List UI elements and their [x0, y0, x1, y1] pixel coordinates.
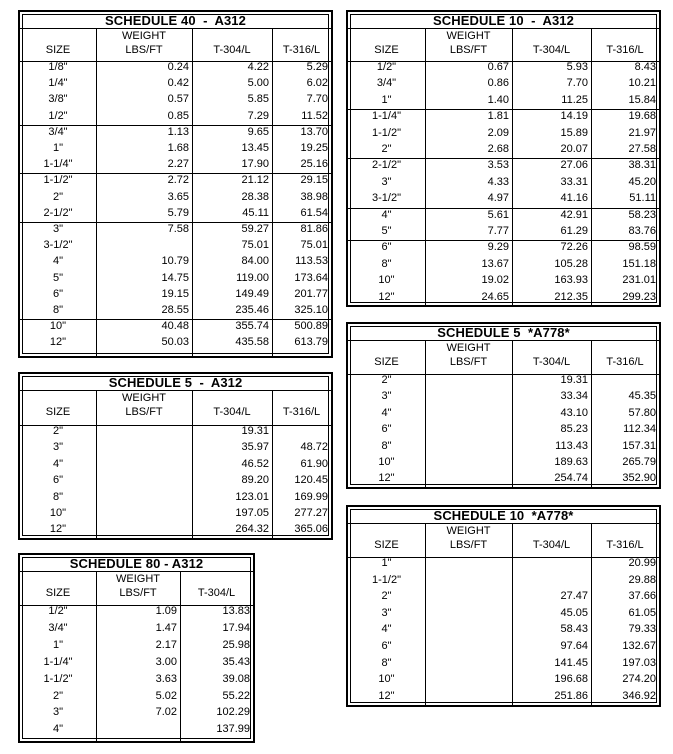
weight-cell: 0.85 [167, 109, 189, 122]
weight-cell: 3.63 [155, 672, 177, 685]
header-weight: WEIGHT [446, 342, 491, 354]
t304-cell: 35.43 [222, 655, 250, 668]
t304-cell: 355.74 [235, 320, 269, 333]
weight-cell: 2.27 [167, 158, 189, 171]
table-title: SCHEDULE 40 - A312 [105, 13, 246, 28]
header-weight: WEIGHT [446, 30, 491, 42]
weight-cell: 10.79 [161, 255, 189, 268]
t304-cell: 42.91 [560, 208, 588, 221]
size-cell: 4" [381, 208, 392, 221]
header-t-304: T-304/L [532, 539, 571, 551]
t304-cell: 41.16 [560, 192, 588, 205]
t316-cell: 81.86 [300, 223, 328, 235]
size-cell: 6" [381, 241, 392, 254]
t316-cell: 265.79 [622, 456, 656, 468]
size-cell: 8" [52, 304, 64, 316]
weight-cell: 28.55 [161, 304, 189, 316]
t304-cell: 84.00 [241, 255, 269, 268]
size-cell: 2" [52, 190, 64, 203]
t316-cell: 231.01 [622, 274, 656, 287]
t316-cell: 157.31 [622, 439, 656, 452]
t304-cell: 72.26 [560, 241, 588, 254]
t316-cell: 151.18 [622, 257, 656, 270]
t304-cell: 43.10 [560, 406, 588, 419]
weight-cell: 7.02 [155, 706, 177, 719]
group-divider [20, 173, 331, 174]
t304-cell: 251.86 [554, 689, 588, 702]
header-size: SIZE [374, 44, 399, 56]
header-lbs-ft: LBS/FT [449, 539, 488, 551]
size-cell: 3/4" [48, 621, 68, 634]
weight-cell: 5.02 [155, 689, 177, 702]
t304-cell: 435.58 [235, 336, 269, 349]
header-t-304: T-304/L [197, 587, 236, 599]
weight-cell: 3.53 [487, 159, 509, 172]
weight-cell: 7.58 [167, 223, 189, 235]
t316-cell: 98.59 [628, 241, 656, 254]
size-cell: 3" [52, 223, 64, 235]
t316-cell: 113.53 [295, 255, 328, 268]
size-cell: 1" [381, 557, 392, 569]
t316-cell: 20.99 [628, 557, 656, 569]
t316-cell: 365.06 [294, 523, 328, 536]
header-t-316: T-316/L [282, 44, 321, 56]
t316-cell: 29.15 [300, 174, 328, 187]
t316-cell: 5.29 [306, 61, 328, 73]
t304-cell: 27.06 [560, 159, 588, 172]
weight-cell: 2.72 [167, 174, 189, 187]
schedule-40-a312-table [18, 10, 333, 358]
size-cell: 3" [381, 390, 392, 403]
t304-cell: 189.63 [554, 456, 588, 468]
size-cell: 6" [52, 474, 64, 487]
header-weight: WEIGHT [116, 573, 160, 585]
header-size: SIZE [374, 539, 399, 551]
title-divider [20, 571, 253, 572]
t304-cell: 163.93 [554, 274, 588, 287]
t316-cell: 299.23 [622, 290, 656, 303]
size-cell: 8" [381, 257, 392, 270]
group-divider [20, 319, 331, 320]
weight-cell: 13.67 [481, 257, 509, 270]
t316-cell: 83.76 [628, 225, 656, 237]
size-cell: 10" [378, 673, 395, 686]
header-size: SIZE [45, 587, 71, 599]
t304-cell: 105.28 [554, 257, 588, 270]
group-divider [20, 125, 331, 126]
t316-cell: 37.66 [628, 590, 656, 603]
size-cell: 12" [378, 689, 395, 702]
size-cell: 6" [381, 640, 392, 652]
t304-cell: 5.85 [247, 93, 269, 106]
t316-cell: 61.54 [300, 206, 328, 219]
t316-cell: 274.20 [622, 673, 656, 686]
size-cell: 10" [378, 274, 395, 287]
t316-cell: 7.70 [306, 93, 328, 106]
header-weight: WEIGHT [122, 392, 166, 404]
t316-cell: 500.89 [294, 320, 328, 333]
t316-cell: 352.90 [622, 472, 656, 485]
size-cell: 4" [52, 255, 64, 268]
header-lbs-ft: LBS/FT [125, 44, 163, 56]
header-t-304: T-304/L [213, 44, 251, 56]
t316-cell: 75.01 [300, 239, 328, 252]
t304-cell: 9.65 [247, 125, 269, 138]
t316-cell: 57.80 [628, 406, 656, 419]
schedule-5-a312-table [18, 372, 333, 540]
t316-cell: 201.77 [294, 287, 328, 300]
t316-cell: 346.92 [622, 689, 656, 702]
size-cell: 3" [381, 606, 392, 619]
size-cell: 3" [381, 175, 392, 188]
size-cell: 10" [49, 320, 67, 333]
t316-cell: 27.58 [628, 143, 656, 155]
t316-cell: 48.72 [300, 441, 328, 454]
weight-cell: 50.03 [161, 336, 189, 349]
table-title: SCHEDULE 5 - A312 [108, 375, 243, 390]
header-t-316: T-316/L [282, 406, 321, 418]
size-cell: 1-1/2" [43, 672, 73, 685]
weight-cell: 0.24 [167, 61, 189, 73]
t316-cell: 120.45 [294, 474, 328, 487]
size-cell: 1/4" [48, 77, 68, 90]
weight-cell: 4.97 [487, 192, 509, 205]
size-cell: 4" [381, 623, 392, 636]
weight-cell: 24.65 [481, 290, 509, 303]
size-cell: 2" [381, 374, 392, 386]
size-cell: 3-1/2" [43, 239, 73, 252]
weight-cell: 0.42 [167, 77, 189, 90]
size-cell: 3/4" [48, 125, 68, 138]
t304-cell: 7.70 [566, 77, 588, 90]
size-cell: 10" [49, 507, 67, 519]
header-t-304: T-304/L [532, 44, 571, 56]
weight-cell: 2.09 [487, 126, 509, 139]
size-cell: 1/2" [376, 61, 397, 73]
weight-cell: 19.02 [481, 274, 509, 287]
size-cell: 8" [52, 490, 64, 503]
size-cell: 3/8" [48, 93, 68, 106]
header-t-316: T-316/L [606, 356, 644, 368]
size-cell: 12" [49, 523, 67, 536]
group-divider [348, 240, 659, 241]
table-title: SCHEDULE 10 - A312 [433, 13, 574, 28]
schedule-10-a778-table [346, 505, 661, 707]
size-cell: 4" [52, 457, 64, 470]
weight-cell: 0.57 [167, 93, 189, 106]
t304-cell: 75.01 [241, 239, 269, 252]
size-cell: 2" [52, 689, 64, 702]
t316-cell: 325.10 [294, 304, 328, 316]
t304-cell: 35.97 [241, 441, 269, 454]
t316-cell: 613.79 [294, 336, 328, 349]
weight-cell: 1.47 [155, 621, 177, 634]
size-cell: 3-1/2" [372, 192, 401, 205]
size-cell: 5" [52, 271, 64, 284]
header-t-304: T-304/L [532, 356, 571, 368]
size-cell: 12" [49, 336, 67, 349]
t316-cell: 21.97 [628, 126, 656, 139]
t304-cell: 45.11 [242, 206, 269, 219]
size-cell: 2" [381, 590, 392, 603]
size-cell: 6" [381, 423, 392, 436]
group-divider [20, 222, 331, 223]
t304-cell: 45.05 [560, 606, 588, 619]
size-cell: 1/2" [48, 109, 68, 122]
weight-cell: 3.00 [155, 655, 177, 668]
t304-cell: 28.38 [241, 190, 269, 203]
t304-cell: 4.22 [247, 61, 269, 73]
t304-cell: 113.43 [555, 439, 588, 452]
header-t-316: T-316/L [606, 539, 644, 551]
group-divider [348, 158, 659, 159]
title-divider [348, 523, 659, 524]
t316-cell: 13.70 [300, 125, 328, 138]
t304-cell: 21.12 [241, 174, 269, 187]
title-divider [348, 340, 659, 341]
size-cell: 1-1/4" [372, 110, 401, 123]
weight-cell: 5.79 [167, 206, 189, 219]
t316-cell: 277.27 [294, 507, 328, 519]
t304-cell: 212.35 [554, 290, 588, 303]
t304-cell: 13.83 [222, 605, 250, 617]
weight-cell: 3.65 [167, 190, 189, 203]
table-title: SCHEDULE 80 - A312 [69, 556, 204, 571]
t304-cell: 39.08 [222, 672, 250, 685]
weight-cell: 0.67 [487, 61, 509, 73]
t304-cell: 97.64 [560, 640, 588, 652]
t304-cell: 137.99 [216, 723, 250, 736]
size-cell: 2" [52, 425, 64, 437]
t316-cell: 45.35 [628, 390, 656, 403]
t316-cell: 15.84 [628, 93, 656, 106]
header-weight: WEIGHT [446, 525, 491, 537]
t304-cell: 58.43 [560, 623, 588, 636]
header-lbs-ft: LBS/FT [449, 356, 488, 368]
t304-cell: 27.47 [560, 590, 588, 603]
t304-cell: 123.01 [235, 490, 269, 503]
t304-cell: 102.29 [216, 706, 250, 719]
t304-cell: 25.98 [222, 638, 250, 651]
t316-cell: 51.11 [629, 192, 656, 205]
t304-cell: 141.45 [554, 656, 588, 669]
weight-cell: 7.77 [487, 225, 509, 237]
t304-cell: 89.20 [241, 474, 269, 487]
t304-cell: 11.25 [561, 93, 588, 106]
size-cell: 8" [381, 439, 392, 452]
t304-cell: 235.46 [235, 304, 269, 316]
t304-cell: 17.94 [222, 621, 250, 634]
t316-cell: 58.23 [628, 208, 656, 221]
t316-cell: 6.02 [306, 77, 328, 90]
t316-cell: 79.33 [628, 623, 656, 636]
size-cell: 2-1/2" [372, 159, 401, 172]
t304-cell: 196.68 [554, 673, 588, 686]
t316-cell: 61.05 [628, 606, 656, 619]
size-cell: 3" [52, 441, 64, 454]
table-title: SCHEDULE 10 *A778* [433, 508, 574, 523]
t304-cell: 20.07 [560, 143, 588, 155]
t304-cell: 119.00 [236, 271, 269, 284]
size-cell: 1/8" [48, 61, 68, 73]
t304-cell: 149.49 [235, 287, 269, 300]
weight-cell: 2.17 [155, 638, 177, 651]
weight-cell: 1.09 [155, 605, 177, 617]
header-size: SIZE [374, 356, 399, 368]
t304-cell: 5.00 [247, 77, 269, 90]
t304-cell: 59.27 [241, 223, 269, 235]
t304-cell: 13.45 [241, 142, 269, 154]
size-cell: 4" [52, 723, 64, 736]
weight-cell: 0.86 [487, 77, 509, 90]
size-cell: 4" [381, 406, 392, 419]
size-cell: 5" [381, 225, 392, 237]
t316-cell: 38.98 [300, 190, 328, 203]
size-cell: 3" [52, 706, 64, 719]
t316-cell: 19.68 [628, 110, 656, 123]
t304-cell: 17.90 [241, 158, 269, 171]
header-size: SIZE [45, 44, 71, 56]
size-cell: 1/2" [48, 605, 68, 617]
size-cell: 1" [52, 142, 64, 154]
table-title: SCHEDULE 5 *A778* [437, 325, 570, 340]
size-cell: 10" [378, 456, 395, 468]
header-lbs-ft: LBS/FT [449, 44, 488, 56]
weight-cell: 4.33 [487, 175, 509, 188]
size-cell: 6" [52, 287, 64, 300]
t316-cell: 197.03 [622, 656, 656, 669]
size-cell: 1-1/4" [43, 655, 73, 668]
weight-cell: 1.40 [487, 93, 509, 106]
size-cell: 12" [378, 290, 395, 303]
t304-cell: 55.22 [222, 689, 250, 702]
size-cell: 2" [381, 143, 392, 155]
schedule-5-a778-table [346, 322, 661, 489]
schedule-10-a312-table [346, 10, 661, 307]
t304-cell: 19.31 [241, 425, 269, 437]
t304-cell: 19.31 [560, 374, 588, 386]
t316-cell: 38.31 [628, 159, 656, 172]
t304-cell: 85.23 [560, 423, 588, 436]
weight-cell: 1.81 [487, 110, 509, 123]
t316-cell: 173.64 [294, 271, 328, 284]
size-cell: 1" [381, 93, 392, 106]
t316-cell: 29.88 [628, 573, 656, 586]
t316-cell: 25.16 [300, 158, 328, 171]
header-lbs-ft: LBS/FT [125, 406, 163, 418]
t304-cell: 33.34 [560, 390, 588, 403]
t316-cell: 61.90 [300, 457, 328, 470]
t316-cell: 132.67 [622, 640, 656, 652]
t316-cell: 11.52 [301, 109, 328, 122]
t316-cell: 8.43 [634, 61, 656, 73]
group-divider [348, 109, 659, 110]
t304-cell: 264.32 [235, 523, 269, 536]
t304-cell: 14.19 [560, 110, 588, 123]
t304-cell: 7.29 [247, 109, 269, 122]
t304-cell: 61.29 [560, 225, 588, 237]
size-cell: 1-1/4" [43, 158, 73, 171]
t304-cell: 46.52 [241, 457, 269, 470]
weight-cell: 9.29 [487, 241, 509, 254]
title-divider [348, 28, 659, 29]
size-cell: 1-1/2" [372, 126, 401, 139]
header-lbs-ft: LBS/FT [119, 587, 157, 599]
t304-cell: 5.93 [566, 61, 588, 73]
header-t-304: T-304/L [213, 406, 251, 418]
header-size: SIZE [45, 406, 71, 418]
header-t-316: T-316/L [606, 44, 644, 56]
t316-cell: 45.20 [628, 175, 656, 188]
t304-cell: 15.89 [560, 126, 588, 139]
size-cell: 2-1/2" [43, 206, 73, 219]
t316-cell: 112.34 [623, 423, 656, 436]
size-cell: 1" [52, 638, 64, 651]
t304-cell: 33.31 [560, 175, 588, 188]
weight-cell: 19.15 [161, 287, 189, 300]
group-divider [348, 208, 659, 209]
title-divider [20, 28, 331, 29]
size-cell: 1-1/2" [43, 174, 73, 187]
t304-cell: 254.74 [554, 472, 588, 485]
size-cell: 12" [378, 472, 395, 485]
weight-cell: 1.68 [167, 142, 189, 154]
size-cell: 8" [381, 656, 392, 669]
weight-cell: 2.68 [487, 143, 509, 155]
title-divider [20, 390, 331, 391]
t304-cell: 197.05 [235, 507, 269, 519]
schedule-80-a312-table [18, 553, 255, 743]
t316-cell: 19.25 [300, 142, 328, 154]
t316-cell: 10.21 [628, 77, 656, 90]
size-cell: 3/4" [376, 77, 397, 90]
weight-cell: 1.13 [167, 125, 189, 138]
header-weight: WEIGHT [122, 30, 166, 42]
weight-cell: 5.61 [487, 208, 509, 221]
weight-cell: 14.75 [161, 271, 189, 284]
size-cell: 1-1/2" [372, 573, 401, 586]
weight-cell: 40.48 [161, 320, 189, 333]
t316-cell: 169.99 [294, 490, 328, 503]
